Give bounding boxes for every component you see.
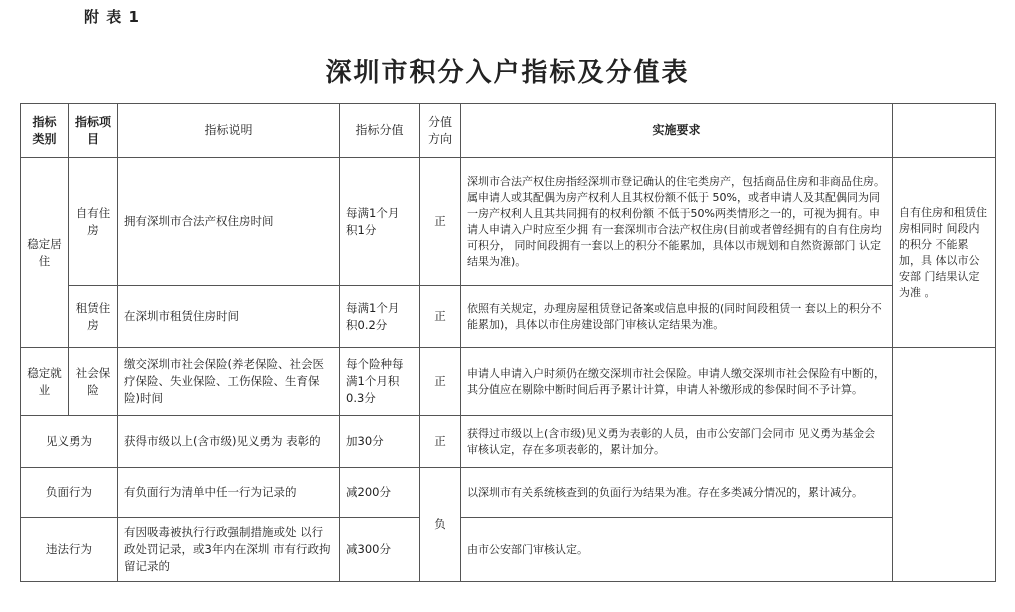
table-row-illegal (21, 518, 996, 582)
table-row-negative (21, 468, 996, 518)
direction-rental-housing: 正 (420, 286, 461, 348)
description-bravery: 获得市级以上(含市级)见义勇为 表彰的 (118, 416, 340, 468)
category-bravery: 见义勇为 (21, 416, 118, 468)
category-stable-employment: 稳定就业 (21, 348, 69, 416)
score-illegal: 减300分 (340, 518, 420, 582)
description-rental-housing: 在深圳市租赁住房时间 (118, 286, 340, 348)
score-rental-housing: 每满1个月 积0.2分 (340, 286, 420, 348)
header-blank (893, 104, 996, 158)
item-own-housing: 自有住房 (69, 158, 118, 286)
header-direction: 分值方向 (420, 104, 461, 158)
page-title: 深圳市积分入户指标及分值表 (325, 58, 690, 88)
header-description: 指标说明 (118, 104, 340, 158)
table-row-social-insurance (21, 348, 996, 416)
table-row-rental-housing (21, 286, 996, 348)
requirement-own-housing: 深圳市合法产权住房指经深圳市登记确认的住宅类房产，包括商品住房和非商品住房。属申请人或其配偶为房产权利人且其权份额不低于 50%，或者申请人及其配偶同为同一房产权利人且其共同拥有的权利份额 不低于50%两类情形之一的，可视为拥有。申请人申请入户时应至少拥 有一套深圳市合法产权住房(目前或者曾经拥有的自有住房均可积分， 同时间段拥有一套以上的积分不能累加，具体以市规划和自然资源部门 认定结果为准)。 (461, 158, 893, 286)
direction-social-insurance: 正 (420, 348, 461, 416)
points-table (20, 103, 996, 582)
table-row-bravery (21, 416, 996, 468)
header-item: 指标项目 (69, 104, 118, 158)
item-rental-housing: 租赁住房 (69, 286, 118, 348)
appendix-label: 附 表 1 (84, 8, 140, 26)
description-own-housing: 拥有深圳市合法产权住房时间 (118, 158, 340, 286)
requirement-illegal: 由市公安部门审核认定。 (461, 518, 893, 582)
category-negative: 负面行为 (21, 468, 118, 518)
header-score: 指标分值 (340, 104, 420, 158)
header-category: 指标类别 (21, 104, 69, 158)
item-social-insurance: 社会保险 (69, 348, 118, 416)
direction-own-housing: 正 (420, 158, 461, 286)
header-row (21, 104, 996, 158)
description-social-insurance: 缴交深圳市社会保险(养老保险、社会医疗保险、失业保险、工伤保险、生育保险)时间 (118, 348, 340, 416)
category-illegal: 违法行为 (21, 518, 118, 582)
direction-negative: 负 (420, 468, 461, 582)
score-bravery: 加30分 (340, 416, 420, 468)
description-illegal: 有因吸毒被执行行政强制措施或处 以行政处罚记录，或3年内在深圳 市有行政拘留记录的 (118, 518, 340, 582)
category-stable-housing: 稳定居住 (21, 158, 69, 348)
description-negative: 有负面行为清单中任一行为记录的 (118, 468, 340, 518)
header-requirement: 实施要求 (461, 104, 893, 158)
note-blank (893, 348, 996, 582)
requirement-rental-housing: 依照有关规定，办理房屋租赁登记备案或信息申报的(同时间段租赁一 套以上的积分不能累加)，具体以市住房建设部门审核认定结果为准。 (461, 286, 893, 348)
score-own-housing: 每满1个月 积1分 (340, 158, 420, 286)
score-negative: 减200分 (340, 468, 420, 518)
direction-bravery: 正 (420, 416, 461, 468)
housing-note: 自有住房和租赁住房相同时 间段内的积分 不能累加，具 体以市公安部 门结果认定为准 。 (893, 158, 996, 348)
table-row-own-housing (21, 158, 996, 286)
requirement-negative: 以深圳市有关系统核查到的负面行为结果为准。存在多类减分情况的，累计减分。 (461, 468, 893, 518)
requirement-social-insurance: 申请人申请入户时须仍在缴交深圳市社会保险。申请人缴交深圳市社会保险有中断的，其分值应在剔除中断时间后再予累计计算，申请人补缴形成的参保时间不予计算。 (461, 348, 893, 416)
requirement-bravery: 获得过市级以上(含市级)见义勇为表彰的人员，由市公安部门会同市 见义勇为基金会审核认定，存在多项表彰的，累计加分。 (461, 416, 893, 468)
score-social-insurance: 每个险种每满1个月积0.3分 (340, 348, 420, 416)
